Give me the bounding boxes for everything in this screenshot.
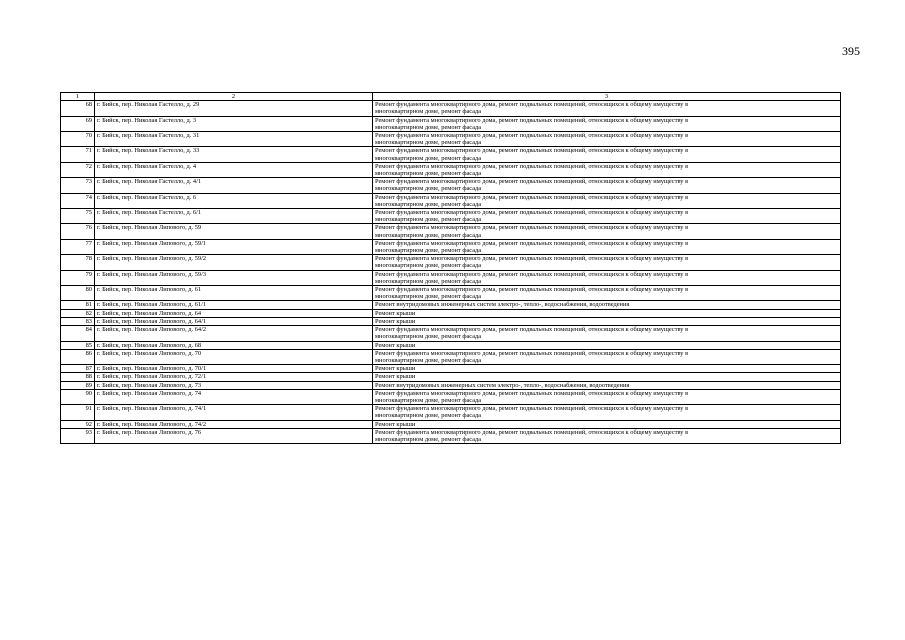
header-col-2: 2 (95, 93, 373, 101)
work-text-line: многоквартирном доме, ремонт фасада (375, 216, 482, 224)
row-number: 87 (61, 365, 95, 373)
table-row (61, 101, 841, 116)
row-address: г. Бийск, пер. Николая Липового, д. 59/1 (95, 239, 373, 254)
header-col-1: 1 (61, 93, 95, 101)
work-text-line: многоквартирном доме, ремонт фасада (375, 200, 482, 208)
work-text-line: Ремонт фундамента многоквартирного дома, ремонт подвальных помещений, относящихся к общему имуществу в (375, 193, 689, 201)
row-number: 89 (61, 381, 95, 389)
row-number: 85 (61, 341, 95, 349)
work-text-line: Ремонт фундамента многоквартирного дома, ремонт подвальных помещений, относящихся к общему имуществу в (375, 405, 689, 413)
table-row (61, 373, 841, 381)
row-number: 71 (61, 147, 95, 162)
row-number: 88 (61, 373, 95, 381)
table-row (61, 349, 841, 364)
row-work-type (373, 209, 841, 224)
table-row (61, 224, 841, 239)
row-number: 70 (61, 132, 95, 147)
work-text-line: Ремонт фундамента многоквартирного дома, ремонт подвальных помещений, относящихся к общему имуществу в (375, 428, 689, 436)
work-text-line: Ремонт фундамента многоквартирного дома, ремонт подвальных помещений, относящихся к общему имуществу в (375, 147, 689, 155)
table-row (61, 309, 841, 317)
work-text-line: Ремонт фундамента многоквартирного дома, ремонт подвальных помещений, относящихся к общему имуществу в (375, 178, 689, 186)
row-number: 80 (61, 286, 95, 301)
table-row (61, 116, 841, 131)
work-text-line: многоквартирном доме, ремонт фасада (375, 231, 482, 239)
row-number: 75 (61, 209, 95, 224)
row-address: г. Бийск, пер. Николая Гастелло, д. 6/1 (95, 209, 373, 224)
row-work-type (373, 420, 841, 428)
row-address: г. Бийск, пер. Николая Гастелло, д. 4 (95, 162, 373, 177)
row-address: г. Бийск, пер. Николая Липового, д. 64/1 (95, 317, 373, 325)
row-number: 69 (61, 116, 95, 131)
work-text-line: Ремонт крыши (375, 420, 416, 428)
work-text-line: Ремонт фундамента многоквартирного дома, ремонт подвальных помещений, относящихся к общему имуществу в (375, 286, 689, 294)
row-work-type (373, 255, 841, 270)
row-address: г. Бийск, пер. Николая Липового, д. 74 (95, 389, 373, 404)
row-work-type (373, 317, 841, 325)
row-address: г. Бийск, пер. Николая Гастелло, д. 4/1 (95, 178, 373, 193)
row-number: 90 (61, 389, 95, 404)
work-text-line: Ремонт фундамента многоквартирного дома, ремонт подвальных помещений, относящихся к общему имуществу в (375, 116, 689, 124)
row-address: г. Бийск, пер. Николая Липового, д. 73 (95, 381, 373, 389)
work-text-line: многоквартирном доме, ремонт фасада (375, 108, 482, 116)
table-row (61, 381, 841, 389)
row-work-type (373, 224, 841, 239)
row-address: г. Бийск, пер. Николая Липового, д. 74/1 (95, 405, 373, 420)
work-text-line: многоквартирном доме, ремонт фасада (375, 247, 482, 255)
row-address: г. Бийск, пер. Николая Липового, д. 74/2 (95, 420, 373, 428)
work-text-line: Ремонт крыши (375, 341, 416, 349)
work-text-line: многоквартирном доме, ремонт фасада (375, 185, 482, 193)
work-text-line: Ремонт фундамента многоквартирного дома, ремонт подвальных помещений, относящихся к общему имуществу в (375, 270, 689, 278)
work-text-line: Ремонт крыши (375, 365, 416, 373)
table-row (61, 286, 841, 301)
work-text-line: Ремонт фундамента многоквартирного дома, ремонт подвальных помещений, относящихся к общему имуществу в (375, 224, 689, 232)
work-text-line: Ремонт фундамента многоквартирного дома, ремонт подвальных помещений, относящихся к общему имуществу в (375, 349, 689, 357)
row-work-type (373, 116, 841, 131)
row-number: 81 (61, 301, 95, 309)
row-work-type (373, 132, 841, 147)
row-address: г. Бийск, пер. Николая Гастелло, д. 29 (95, 101, 373, 116)
row-address: г. Бийск, пер. Николая Липового, д. 70/1 (95, 365, 373, 373)
row-number: 78 (61, 255, 95, 270)
row-work-type (373, 341, 841, 349)
row-address: г. Бийск, пер. Николая Липового, д. 68 (95, 341, 373, 349)
row-address: г. Бийск, пер. Николая Липового, д. 61 (95, 286, 373, 301)
work-text-line: многоквартирном доме, ремонт фасада (375, 333, 482, 341)
row-number: 77 (61, 239, 95, 254)
row-work-type (373, 428, 841, 443)
table-row (61, 193, 841, 208)
work-text-line: многоквартирном доме, ремонт фасада (375, 412, 482, 420)
table-row (61, 209, 841, 224)
row-work-type (373, 405, 841, 420)
work-text-line: многоквартирном доме, ремонт фасада (375, 154, 482, 162)
row-address: г. Бийск, пер. Николая Липового, д. 72/1 (95, 373, 373, 381)
work-text-line: многоквартирном доме, ремонт фасада (375, 123, 482, 131)
row-address: г. Бийск, пер. Николая Липового, д. 61/1 (95, 301, 373, 309)
row-number: 86 (61, 349, 95, 364)
table-row (61, 326, 841, 341)
table-header-row (61, 93, 841, 101)
work-text-line: Ремонт фундамента многоквартирного дома, ремонт подвальных помещений, относящихся к общему имуществу в (375, 101, 689, 109)
work-text-line: Ремонт фундамента многоквартирного дома, ремонт подвальных помещений, относящихся к общему имуществу в (375, 239, 689, 247)
work-text-line: многоквартирном доме, ремонт фасада (375, 356, 482, 364)
row-number: 82 (61, 309, 95, 317)
row-work-type (373, 239, 841, 254)
row-work-type (373, 147, 841, 162)
work-text-line: Ремонт внутридомовых инженерных систем электро-, тепло-, водоснабжения, водоотведения (375, 381, 630, 389)
row-address: г. Бийск, пер. Николая Гастелло, д. 3 (95, 116, 373, 131)
table-body (61, 101, 841, 444)
table-row (61, 239, 841, 254)
work-text-line: многоквартирном доме, ремонт фасада (375, 170, 482, 178)
work-text-line: многоквартирном доме, ремонт фасада (375, 262, 482, 270)
table-row (61, 341, 841, 349)
table-row (61, 420, 841, 428)
table-row (61, 178, 841, 193)
row-work-type (373, 326, 841, 341)
work-text-line: многоквартирном доме, ремонт фасада (375, 396, 482, 404)
row-work-type (373, 101, 841, 116)
work-text-line: Ремонт крыши (375, 309, 416, 317)
row-work-type (373, 162, 841, 177)
work-text-line: Ремонт крыши (375, 373, 416, 381)
row-work-type (373, 309, 841, 317)
row-number: 83 (61, 317, 95, 325)
row-work-type (373, 270, 841, 285)
row-work-type (373, 381, 841, 389)
table-row (61, 147, 841, 162)
work-text-line: Ремонт фундамента многоквартирного дома, ремонт подвальных помещений, относящихся к общему имуществу в (375, 132, 689, 140)
row-number: 93 (61, 428, 95, 443)
row-number: 84 (61, 326, 95, 341)
row-work-type (373, 365, 841, 373)
table-row (61, 270, 841, 285)
row-address: г. Бийск, пер. Николая Липового, д. 70 (95, 349, 373, 364)
work-text-line: Ремонт фундамента многоквартирного дома, ремонт подвальных помещений, относящихся к общему имуществу в (375, 326, 689, 334)
row-number: 92 (61, 420, 95, 428)
work-text-line: Ремонт крыши (375, 317, 416, 325)
row-address: г. Бийск, пер. Николая Липового, д. 64/2 (95, 326, 373, 341)
table-row (61, 317, 841, 325)
row-number: 73 (61, 178, 95, 193)
row-work-type (373, 349, 841, 364)
row-work-type (373, 178, 841, 193)
work-text-line: многоквартирном доме, ремонт фасада (375, 139, 482, 147)
row-number: 91 (61, 405, 95, 420)
row-work-type (373, 301, 841, 309)
row-number: 79 (61, 270, 95, 285)
work-text-line: многоквартирном доме, ремонт фасада (375, 293, 482, 301)
row-address: г. Бийск, пер. Николая Гастелло, д. 6 (95, 193, 373, 208)
row-address: г. Бийск, пер. Николая Гастелло, д. 33 (95, 147, 373, 162)
work-text-line: многоквартирном доме, ремонт фасада (375, 435, 482, 443)
row-number: 74 (61, 193, 95, 208)
row-number: 76 (61, 224, 95, 239)
row-number: 68 (61, 101, 95, 116)
table-row (61, 301, 841, 309)
header-col-3: 3 (373, 93, 841, 101)
repair-table (60, 92, 841, 444)
row-address: г. Бийск, пер. Николая Липового, д. 59 (95, 224, 373, 239)
table-row (61, 365, 841, 373)
row-address: г. Бийск, пер. Николая Гастелло, д. 31 (95, 132, 373, 147)
table-row (61, 162, 841, 177)
row-address: г. Бийск, пер. Николая Липового, д. 64 (95, 309, 373, 317)
work-text-line: Ремонт фундамента многоквартирного дома, ремонт подвальных помещений, относящихся к общему имуществу в (375, 209, 689, 217)
row-work-type (373, 286, 841, 301)
row-address: г. Бийск, пер. Николая Липового, д. 59/3 (95, 270, 373, 285)
page-number: 395 (842, 44, 860, 58)
table-row (61, 428, 841, 443)
work-text-line: Ремонт фундамента многоквартирного дома, ремонт подвальных помещений, относящихся к общему имуществу в (375, 389, 689, 397)
work-text-line: Ремонт фундамента многоквартирного дома, ремонт подвальных помещений, относящихся к общему имуществу в (375, 255, 689, 263)
row-number: 72 (61, 162, 95, 177)
row-address: г. Бийск, пер. Николая Липового, д. 76 (95, 428, 373, 443)
table-row (61, 132, 841, 147)
table-row (61, 405, 841, 420)
table-row (61, 255, 841, 270)
work-text-line: многоквартирном доме, ремонт фасада (375, 277, 482, 285)
work-text-line: Ремонт фундамента многоквартирного дома, ремонт подвальных помещений, относящихся к общему имуществу в (375, 162, 689, 170)
row-work-type (373, 389, 841, 404)
row-work-type (373, 373, 841, 381)
work-text-line: Ремонт внутридомовых инженерных систем электро-, тепло-, водоснабжения, водоотведения (375, 301, 630, 309)
table-row (61, 389, 841, 404)
row-work-type (373, 193, 841, 208)
row-address: г. Бийск, пер. Николая Липового, д. 59/2 (95, 255, 373, 270)
